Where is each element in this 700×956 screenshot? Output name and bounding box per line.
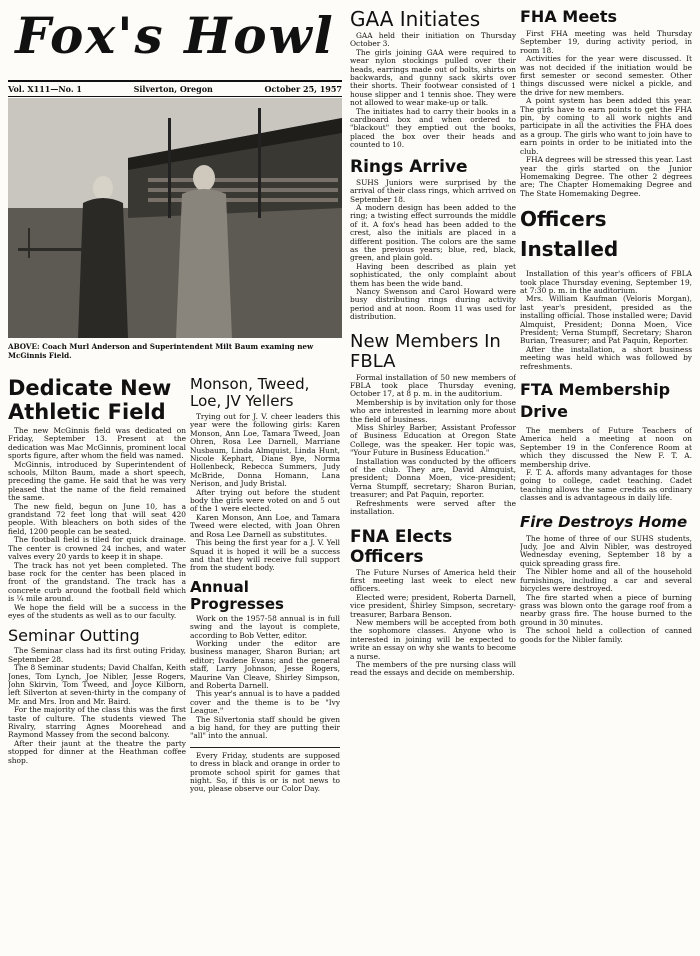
paragraph: After their jaunt at the theatre the party stopped for dinner at the Heathman coffee shop.	[8, 738, 186, 765]
dedicate-title: Dedicate New Athletic Field	[8, 376, 172, 424]
paragraph: The girls joining GAA were required to wear nylon stockings pulled over their heads, earrings made out of bolts, shirts on backwards, and gunny sack skirts over their shorts. Their footwear consisted of 1 house slipper and 1 tennis shoe. They were not allowed to wear make-up or talk.	[350, 47, 516, 108]
dateline-place: Silverton, Oregon	[133, 84, 213, 94]
paragraph: A modern design has been added to the ring; a twisting effect surrounds the middle of it. A fox's head has been added to the crest, also the initials are placed in a different position. The colors are the same as the previous years; blue, red, black, green, and plain gold.	[350, 202, 516, 263]
field-photo-image	[8, 98, 342, 338]
field-photo	[8, 98, 342, 338]
column-1	[8, 376, 186, 956]
paragraph: The school held a collection of canned goods for the Nibler family.	[520, 626, 692, 644]
paragraph: SUHS Juniors were surprised by the arrival of their class rings, which arrived on September 18.	[350, 177, 516, 204]
annual-body	[190, 615, 340, 741]
paragraph: FHA degrees will be stressed this year. Last year the girls started on the Junior Homemaking Degree. The other 2 degrees are; The Chapter Homemaking Degree and The State Homemaking Degree.	[520, 155, 692, 198]
dateline	[8, 80, 342, 97]
paragraph: The Future Nurses of America held their first meeting last week to elect new officers.	[350, 567, 516, 594]
paragraph: This being the first year for a J. V. Yell Squad it is hoped it will be a success and that they will receive full support from the student body.	[190, 538, 340, 573]
paragraph: This year's annual is to have a padded cover and the theme is to be "Ivy League."	[190, 689, 340, 716]
everyfriday-body	[190, 752, 340, 794]
paragraph: We hope the field will be a success in the eyes of the students as well as to our faculty.	[8, 602, 186, 620]
paragraph: Work on the 1957-58 annual is in full swing and the layout is complete, according to Bob Vetter, editor.	[190, 613, 340, 640]
paragraph: Formal installation of 50 new members of FBLA took place Thursday evening, October 17, at 8 p. m. in the auditorium.	[350, 372, 516, 399]
paragraph: After the installation, a short business meeting was held which was followed by refreshments.	[520, 344, 692, 371]
paragraph: New members will be accepted from both the sophomore classes. Anyone who is interested in joining will be expected to write an essay on why she wants to become a nurse.	[350, 617, 516, 661]
officers-title: Officers Installed	[520, 207, 619, 262]
column-2	[190, 376, 340, 956]
paragraph: For the majority of the class this was the first taste of culture. The students viewed The Rivalry, starring Agnes Moorehead and Raymond Massey from the second balcony.	[8, 705, 186, 740]
paragraph: After trying out before the student body the girls were voted on and 5 out of the 1 were elected.	[190, 487, 340, 514]
paragraph: Trying out for J. V. cheer leaders this year were the following girls: Karen Monson, Ann Loe, Tamara Tweed, Joan Ohren, Rosa Lee Darnell, Marriane Nusbaum, Linda Almquist, Linda Hunt, Nicole Kephart, Diane Bye, Norma Hollenbeck, Rebecca Summers, Judy McBride, Donna Homann, Lana Nerison, and Judy Bristal.	[190, 412, 340, 489]
rings-title: Rings Arrive	[350, 156, 468, 177]
fire-body	[520, 535, 692, 644]
paragraph: The 8 Seminar students; David Chalfan, Keith Jones, Tom Lynch, Joe Nibler, Jesse Rogers, John Skirvin, Tom Tweed, and Joyce Kilborn, left Silverton at seven-thirty in the company of Mr. and Mrs. Iron and Mr. Baird.	[8, 663, 186, 706]
paragraph: GAA held their initiation on Thursday October 3.	[350, 31, 516, 49]
color-day-divider	[190, 747, 340, 748]
fna-title: FNA Elects Officers	[350, 526, 453, 567]
paragraph: Having been described as plain yet sophisticated, the only complaint about them has been the wide band.	[350, 261, 516, 288]
fbla-title: New Members In FBLA	[350, 330, 501, 372]
rings-body	[350, 179, 516, 322]
seminar-title: Seminar Outting	[8, 626, 140, 646]
seminar-body	[8, 647, 186, 765]
paragraph: First FHA meeting was held Thursday September 19, during activity period, in room 18.	[520, 29, 692, 55]
volume-number: Vol. X111—No. 1	[8, 84, 82, 94]
paragraph: The members of the pre nursing class will read the essays and decide on membership.	[350, 659, 516, 678]
annual-title: Annual Progresses	[190, 577, 284, 613]
dedicate-body	[8, 427, 186, 620]
photo-caption: ABOVE: Coach Murl Anderson and Superintendent Milt Baum examing new McGinnis Field.	[8, 342, 314, 360]
paragraph: Elected were; president, Roberta Darnell, vice president, Shirley Simpson, secretary-treasurer, Barbara Benson.	[350, 592, 516, 619]
paragraph: The track has not yet been completed. The base rock for the center has been placed in front of the grandstand. The track has a concrete curb around the football field which is ¼ mile around.	[8, 560, 186, 604]
paragraph: Refreshments were served after the installation.	[350, 498, 516, 517]
paragraph: The new McGinnis field was dedicated on Friday, September 13. Present at the dedication was Mac McGinnis, prominent local sports figure, after whom the field was named.	[8, 426, 186, 461]
masthead-title: Fox's Howl	[15, 6, 335, 65]
paragraph: The home of three of our SUHS students, Judy, Joe and Alvin Nibler, was destroyed Wednesday evening, September 18 by a quick spreading grass fire.	[520, 533, 692, 568]
gaa-body	[350, 32, 516, 150]
fta-title: FTA Membership Drive	[520, 380, 671, 421]
paragraph: McGinnis, introduced by Superintendent of schools, Milton Baum, made a short speech, preceding the game. He said that he was very pleased that the name of the field remained the same.	[8, 459, 186, 503]
fbla-body	[350, 374, 516, 517]
column-4	[520, 0, 692, 956]
paragraph: A point system has been added this year. The girls have to earn points to get the FHA pin, by coming to all work nights and participate in all the activities the FHA does as a group. The girls who want to join have to earn points in order to be initiated into the club.	[520, 96, 692, 156]
paragraph: The new field, begun on June 10, has a grandstand 72 feet long that will seat 420 people. With bleachers on both sides of the field, 1200 people can be seated.	[8, 501, 186, 536]
monson-title: Monson, Tweed, Loe, JV Yellers	[190, 376, 310, 410]
paragraph: Working under the editor are business manager, Sharon Burian; art editor; Ivadene Evans; and the general staff, Larry Johnson, Jesse Rogers, Maurine Van Cleave, Shirley Simpson, and Roberta Darnell.	[190, 638, 340, 690]
paragraph: Karen Monson, Ann Loe, and Tamara Tweed were elected, with Joan Ohren and Rosa Lee Darnell as substitutes.	[190, 512, 340, 539]
paragraph: The football field is tiled for quick drainage. The center is crowned 24 inches, and water valves every 20 yards to keep it in shape.	[8, 535, 186, 562]
paragraph: The Silvertonia staff should be given a big hand, for they are putting their "all" into the annual.	[190, 714, 340, 741]
paragraph: The Nibler home and all of the household furnishings, including a car and several bicycles were destroyed.	[520, 567, 692, 594]
officers-body	[520, 270, 692, 371]
paragraph: Installation was conducted by the officers of the club. They are, David Almquist, president; Donna Moen, vice-president; Verna Stumpff, secretary; Sharon Burian, treasurer; and Pat Paquin, reporter.	[350, 456, 516, 500]
masthead-block	[8, 0, 342, 372]
paragraph: Every Friday, students are supposed to dress in black and orange in order to promote school spirit for games that night. So, if this is or is not news to you, please observe our Color Day.	[190, 750, 340, 794]
fna-body	[350, 569, 516, 678]
monson-body	[190, 413, 340, 573]
paragraph: Installation of this year's officers of FBLA took place Thursday evening, September 19, at 7:30 p. m. in the auditorium.	[520, 269, 692, 295]
paragraph: Mrs. William Kaufman (Veloris Morgan), last year's president, presided as the installing official. Those installed were; David Almquist, President; Donna Moen, Vice President; Verna Stumpff, Secretary; Sharon Burian, Treasurer; and Pat Paquin, Reporter.	[520, 294, 692, 346]
paragraph: The initiates had to carry their books in a cardboard box and when ordered to "blackout" they emptied out the books, placed the box over their heads and counted to 10.	[350, 106, 516, 150]
dateline-date: October 25, 1957	[264, 84, 342, 94]
fha-title: FHA Meets	[520, 7, 618, 26]
fire-title: Fire Destroys Home	[520, 512, 688, 531]
fta-body	[520, 427, 692, 503]
fha-body	[520, 30, 692, 198]
paragraph: Membership is by invitation only for those who are interested in learning more about the field of business.	[350, 397, 516, 424]
paragraph: Miss Shirley Barber, Assistant Professor of Business Education at Oregon State College, was the speaker. Her topic was, "Your Future in Business Education."	[350, 423, 516, 458]
gaa-title: GAA Initiates	[350, 7, 481, 31]
column-3	[350, 0, 516, 956]
paragraph: The members of Future Teachers of America held a meeting at noon on September 19 in the Conference Room at which they discussed the New F. T. A. membership drive.	[520, 426, 692, 469]
paragraph: The Seminar class had its first outing Friday, September 28.	[8, 646, 186, 664]
paragraph: F. T. A. affords many advantages for those going to college, cadet teaching. Cadet teaching allows the same credits as ordinary classes and is advantageous in daily life.	[520, 468, 692, 503]
paragraph: Nancy Swenson and Carol Howard were busy distributing rings during activity period and at noon. Room 11 was used for distribution.	[350, 286, 516, 322]
paragraph: The fire started when a piece of burning grass was blown onto the garage roof from a nearby grass fire. The house burned to the ground in 30 minutes.	[520, 592, 692, 627]
paragraph: Activities for the year were discussed. It was not decided if the initiation would be first semester or second semester. Other things discussed were nickel a pickle, and the drive for new members.	[520, 54, 692, 97]
